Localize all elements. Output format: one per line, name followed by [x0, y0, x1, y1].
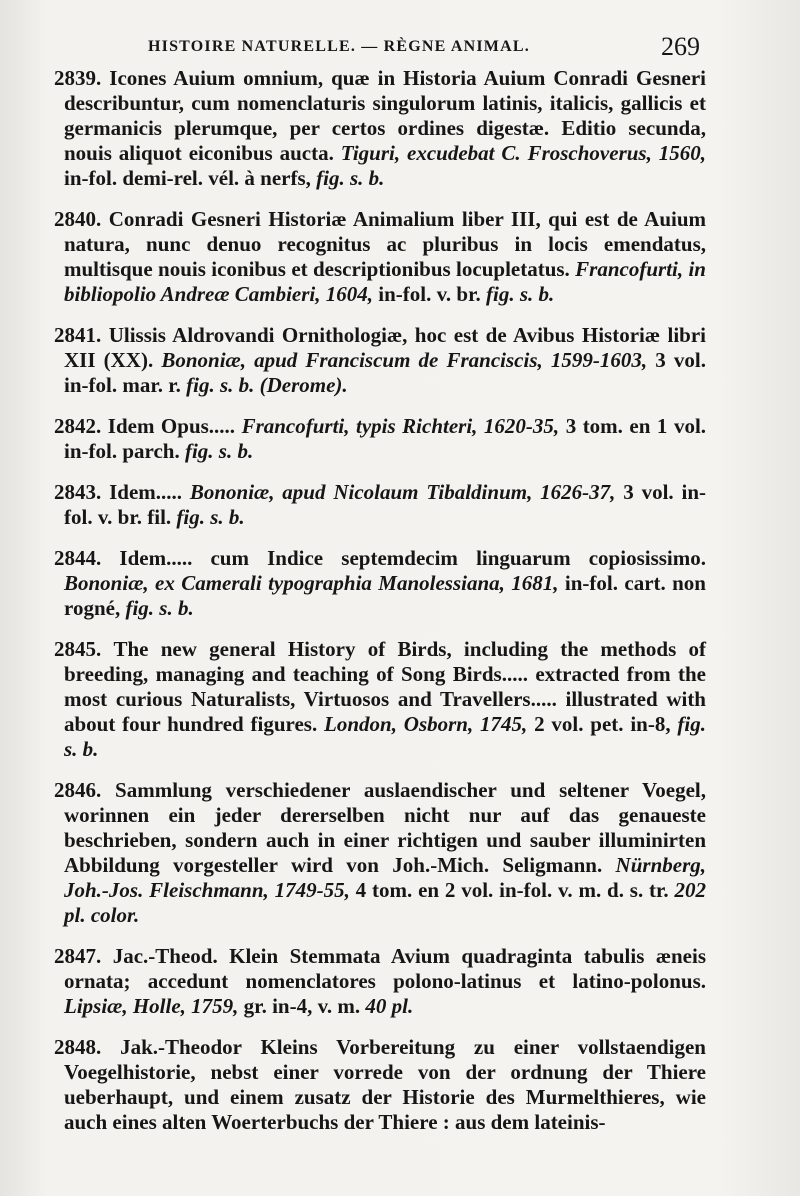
entry-imprint: Lipsiæ, Holle, 1759, [64, 994, 239, 1018]
entry-imprint: Tiguri, excudebat C. Froschoverus, 1560, [340, 141, 706, 165]
entry-format: in-fol. v. br. [373, 282, 486, 306]
entry-format: 3 tom. en 1 vol. in-fol. parch. [64, 414, 707, 463]
page-number: 269 [661, 32, 700, 61]
running-head: HISTOIRE NATURELLE. — RÈGNE ANIMAL. [148, 38, 530, 55]
entry-number: 2846. [54, 778, 102, 802]
entry-imprint: Francofurti, typis Richteri, 1620-35, [241, 414, 560, 438]
entry-number: 2841. [54, 323, 102, 347]
entry-title: Ulissis Aldrovandi Ornithologiæ, hoc est de Avibus Historiæ libri XII (XX). [64, 323, 706, 372]
catalog-entry [54, 637, 706, 762]
entry-figures: 40 pl. [365, 994, 414, 1018]
entry-imprint: Bononiæ, apud Nicolaum Tibaldinum, 1626-37, [189, 480, 616, 504]
entry-number: 2847. [54, 944, 102, 968]
catalog-entry [54, 546, 706, 621]
entry-number: 2839. [54, 66, 102, 90]
entry-imprint: Nürnberg, Joh.-Jos. Fleischmann, 1749-55, [64, 853, 706, 902]
entry-number: 2842. [54, 414, 102, 438]
entry-title: Jac.-Theod. Klein Stemmata Avium quadraginta tabulis æneis ornata; accedunt nomenclatores polono-latinus et latino-polonus. [64, 944, 707, 993]
entry-format: 3 vol. in-fol. v. br. fil. [64, 480, 707, 529]
catalog-entry [54, 944, 706, 1019]
entry-number: 2845. [54, 637, 102, 661]
entry-title: Idem..... cum Indice septemdecim linguarum copiosissimo. [119, 546, 707, 570]
entry-imprint: Bononiæ, ex Camerali typographia Manolessiana, 1681, [64, 571, 559, 595]
catalog-entry [54, 778, 706, 928]
catalog-entries [54, 66, 706, 1151]
catalog-entry [54, 1035, 706, 1135]
entry-format: gr. in-4, v. m. [238, 994, 366, 1018]
entry-title: The new general History of Birds, including the methods of breeding, managing and teaching of Song Birds..... extracted from the most curious Naturalists, Virtuosos and Travellers..... illustrated with about four hundred figures. [64, 637, 706, 736]
entry-title: Sammlung verschiedener auslaendischer und seltener Voegel, worinnen ein jeder dererselben nicht nur auf das genaueste beschrieben, sondern auch in einer richtigen und sauber illuminirten Abbildung vorgesteller wird von Joh.-Mich. Seligmann. [64, 778, 707, 877]
entry-format: in-fol. demi-rel. vél. à nerfs, [64, 166, 317, 190]
entry-title: Idem Opus..... [107, 414, 242, 438]
entry-imprint: Francofurti, in bibliopolio Andreæ Cambieri, 1604, [64, 257, 706, 306]
entry-title: Conradi Gesneri Historiæ Animalium liber III, qui est de Auium natura, nunc denuo recognitus ac pluribus in locis emendatus, multisque nouis iconibus et descriptionibus locupletatus. [64, 207, 707, 281]
entry-figures: fig. s. b. [176, 505, 245, 529]
catalog-entry [54, 66, 706, 191]
entry-format: 3 vol. in-fol. mar. r. [64, 348, 706, 397]
entry-figures: 202 pl. color. [64, 878, 706, 927]
entry-format: 2 vol. pet. in-8, [527, 712, 678, 736]
entry-number: 2840. [54, 207, 102, 231]
entry-figures: fig. s. b. [125, 596, 194, 620]
entry-figures: fig. s. b. [184, 439, 254, 463]
entry-title: Idem..... [109, 480, 190, 504]
catalog-entry [54, 323, 706, 398]
entry-figures: fig. s. b. (Derome). [186, 373, 348, 397]
entry-number: 2844. [54, 546, 102, 570]
entry-figures: fig. s. b. [64, 712, 706, 761]
entry-imprint: Bononiæ, apud Franciscum de Franciscis, 1599-1603, [161, 348, 648, 372]
entry-format: in-fol. cart. non rogné, [64, 571, 706, 620]
entry-number: 2848. [54, 1035, 102, 1059]
catalog-entry [54, 207, 706, 307]
page-header [148, 32, 700, 64]
entry-figures: fig. s. b. [316, 166, 385, 190]
entry-title: Icones Auium omnium, quæ in Historia Auium Conradi Gesneri describuntur, cum nomenclaturis singulorum latinis, italicis, gallicis et germanicis plerumque, per certos ordines digestæ. Editio secunda, nouis aliquot eiconibus aucta. [64, 66, 707, 165]
entry-format: 4 tom. en 2 vol. in-fol. v. m. d. s. tr. [349, 878, 675, 902]
entry-imprint: London, Osborn, 1745, [324, 712, 528, 736]
entry-number: 2843. [54, 480, 102, 504]
entry-figures: fig. s. b. [486, 282, 555, 306]
catalog-entry [54, 414, 706, 464]
catalog-entry [54, 480, 706, 530]
entry-title: Jak.-Theodor Kleins Vorbereitung zu einer vollstaendigen Voegelhistorie, nebst einer vorrede von der ordnung der Thiere ueberhaupt, und einem zusatz der Historie des Murmelthieres, wie auch eines alten Woerterbuchs der Thiere : aus dem lateinis- [64, 1035, 706, 1134]
